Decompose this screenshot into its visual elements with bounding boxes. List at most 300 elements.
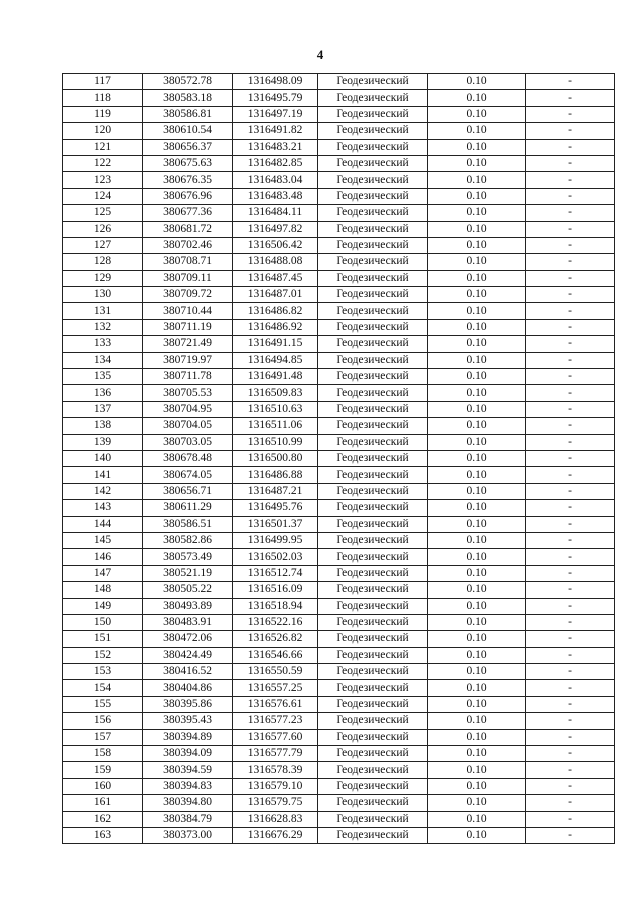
method-cell: Геодезический [318, 582, 428, 598]
point-number-cell: 161 [63, 795, 143, 811]
y-coordinate-cell: 1316510.63 [233, 401, 318, 417]
y-coordinate-cell: 1316494.85 [233, 352, 318, 368]
table-row [63, 762, 615, 778]
accuracy-cell: 0.10 [428, 74, 526, 90]
note-cell: - [526, 188, 615, 204]
method-cell: Геодезический [318, 762, 428, 778]
method-cell: Геодезический [318, 254, 428, 270]
y-coordinate-cell: 1316482.85 [233, 155, 318, 171]
y-coordinate-cell: 1316577.23 [233, 713, 318, 729]
method-cell: Геодезический [318, 680, 428, 696]
x-coordinate-cell: 380572.78 [143, 74, 233, 90]
table-row [63, 221, 615, 237]
x-coordinate-cell: 380708.71 [143, 254, 233, 270]
table-row [63, 582, 615, 598]
method-cell: Геодезический [318, 221, 428, 237]
point-number-cell: 149 [63, 598, 143, 614]
table-row [63, 631, 615, 647]
x-coordinate-cell: 380705.53 [143, 385, 233, 401]
accuracy-cell: 0.10 [428, 500, 526, 516]
method-cell: Геодезический [318, 237, 428, 253]
note-cell: - [526, 795, 615, 811]
accuracy-cell: 0.10 [428, 746, 526, 762]
accuracy-cell: 0.10 [428, 90, 526, 106]
y-coordinate-cell: 1316516.09 [233, 582, 318, 598]
note-cell: - [526, 385, 615, 401]
method-cell: Геодезический [318, 188, 428, 204]
y-coordinate-cell: 1316510.99 [233, 434, 318, 450]
x-coordinate-cell: 380656.37 [143, 139, 233, 155]
point-number-cell: 144 [63, 516, 143, 532]
method-cell: Геодезический [318, 336, 428, 352]
table-row [63, 729, 615, 745]
method-cell: Геодезический [318, 139, 428, 155]
y-coordinate-cell: 1316511.06 [233, 418, 318, 434]
note-cell: - [526, 369, 615, 385]
table-row [63, 418, 615, 434]
note-cell: - [526, 90, 615, 106]
table-row [63, 500, 615, 516]
table-row [63, 123, 615, 139]
y-coordinate-cell: 1316512.74 [233, 565, 318, 581]
table-row [63, 74, 615, 90]
x-coordinate-cell: 380719.97 [143, 352, 233, 368]
y-coordinate-cell: 1316502.03 [233, 549, 318, 565]
x-coordinate-cell: 380610.54 [143, 123, 233, 139]
accuracy-cell: 0.10 [428, 762, 526, 778]
table-row [63, 450, 615, 466]
method-cell: Геодезический [318, 270, 428, 286]
accuracy-cell: 0.10 [428, 418, 526, 434]
table-row [63, 385, 615, 401]
x-coordinate-cell: 380656.71 [143, 483, 233, 499]
y-coordinate-cell: 1316501.37 [233, 516, 318, 532]
note-cell: - [526, 582, 615, 598]
accuracy-cell: 0.10 [428, 172, 526, 188]
method-cell: Геодезический [318, 598, 428, 614]
x-coordinate-cell: 380483.91 [143, 614, 233, 630]
y-coordinate-cell: 1316495.79 [233, 90, 318, 106]
note-cell: - [526, 680, 615, 696]
accuracy-cell: 0.10 [428, 713, 526, 729]
table-row [63, 614, 615, 630]
accuracy-cell: 0.10 [428, 205, 526, 221]
table-row [63, 352, 615, 368]
point-number-cell: 155 [63, 696, 143, 712]
x-coordinate-cell: 380384.79 [143, 811, 233, 827]
table-row [63, 647, 615, 663]
x-coordinate-cell: 380676.96 [143, 188, 233, 204]
y-coordinate-cell: 1316506.42 [233, 237, 318, 253]
point-number-cell: 140 [63, 450, 143, 466]
method-cell: Геодезический [318, 106, 428, 122]
point-number-cell: 150 [63, 614, 143, 630]
x-coordinate-cell: 380394.89 [143, 729, 233, 745]
accuracy-cell: 0.10 [428, 401, 526, 417]
x-coordinate-cell: 380709.72 [143, 287, 233, 303]
point-number-cell: 153 [63, 664, 143, 680]
table-row [63, 254, 615, 270]
point-number-cell: 125 [63, 205, 143, 221]
point-number-cell: 129 [63, 270, 143, 286]
y-coordinate-cell: 1316557.25 [233, 680, 318, 696]
method-cell: Геодезический [318, 172, 428, 188]
method-cell: Геодезический [318, 811, 428, 827]
method-cell: Геодезический [318, 532, 428, 548]
method-cell: Геодезический [318, 516, 428, 532]
accuracy-cell: 0.10 [428, 450, 526, 466]
note-cell: - [526, 565, 615, 581]
table-row [63, 155, 615, 171]
table-row [63, 680, 615, 696]
accuracy-cell: 0.10 [428, 385, 526, 401]
point-number-cell: 121 [63, 139, 143, 155]
note-cell: - [526, 500, 615, 516]
table-row [63, 778, 615, 794]
accuracy-cell: 0.10 [428, 827, 526, 843]
method-cell: Геодезический [318, 418, 428, 434]
method-cell: Геодезический [318, 467, 428, 483]
accuracy-cell: 0.10 [428, 614, 526, 630]
accuracy-cell: 0.10 [428, 369, 526, 385]
point-number-cell: 142 [63, 483, 143, 499]
method-cell: Геодезический [318, 123, 428, 139]
accuracy-cell: 0.10 [428, 696, 526, 712]
x-coordinate-cell: 380395.86 [143, 696, 233, 712]
note-cell: - [526, 811, 615, 827]
x-coordinate-cell: 380472.06 [143, 631, 233, 647]
table-row [63, 467, 615, 483]
accuracy-cell: 0.10 [428, 155, 526, 171]
method-cell: Геодезический [318, 434, 428, 450]
point-number-cell: 138 [63, 418, 143, 434]
method-cell: Геодезический [318, 369, 428, 385]
method-cell: Геодезический [318, 778, 428, 794]
accuracy-cell: 0.10 [428, 270, 526, 286]
note-cell: - [526, 467, 615, 483]
method-cell: Геодезический [318, 827, 428, 843]
point-number-cell: 131 [63, 303, 143, 319]
y-coordinate-cell: 1316487.21 [233, 483, 318, 499]
y-coordinate-cell: 1316509.83 [233, 385, 318, 401]
point-number-cell: 133 [63, 336, 143, 352]
note-cell: - [526, 483, 615, 499]
accuracy-cell: 0.10 [428, 237, 526, 253]
accuracy-cell: 0.10 [428, 319, 526, 335]
note-cell: - [526, 614, 615, 630]
note-cell: - [526, 139, 615, 155]
point-number-cell: 127 [63, 237, 143, 253]
accuracy-cell: 0.10 [428, 139, 526, 155]
y-coordinate-cell: 1316577.79 [233, 746, 318, 762]
method-cell: Геодезический [318, 795, 428, 811]
y-coordinate-cell: 1316486.82 [233, 303, 318, 319]
note-cell: - [526, 237, 615, 253]
x-coordinate-cell: 380711.19 [143, 319, 233, 335]
method-cell: Геодезический [318, 483, 428, 499]
accuracy-cell: 0.10 [428, 434, 526, 450]
note-cell: - [526, 172, 615, 188]
x-coordinate-cell: 380721.49 [143, 336, 233, 352]
point-number-cell: 123 [63, 172, 143, 188]
note-cell: - [526, 270, 615, 286]
x-coordinate-cell: 380493.89 [143, 598, 233, 614]
point-number-cell: 160 [63, 778, 143, 794]
accuracy-cell: 0.10 [428, 795, 526, 811]
accuracy-cell: 0.10 [428, 303, 526, 319]
x-coordinate-cell: 380709.11 [143, 270, 233, 286]
table-row [63, 205, 615, 221]
accuracy-cell: 0.10 [428, 549, 526, 565]
accuracy-cell: 0.10 [428, 631, 526, 647]
table-row [63, 287, 615, 303]
accuracy-cell: 0.10 [428, 254, 526, 270]
y-coordinate-cell: 1316483.48 [233, 188, 318, 204]
method-cell: Геодезический [318, 319, 428, 335]
note-cell: - [526, 434, 615, 450]
note-cell: - [526, 827, 615, 843]
coordinates-table-body [63, 74, 615, 844]
accuracy-cell: 0.10 [428, 598, 526, 614]
method-cell: Геодезический [318, 696, 428, 712]
y-coordinate-cell: 1316491.48 [233, 369, 318, 385]
table-row [63, 434, 615, 450]
y-coordinate-cell: 1316497.19 [233, 106, 318, 122]
point-number-cell: 135 [63, 369, 143, 385]
note-cell: - [526, 450, 615, 466]
y-coordinate-cell: 1316497.82 [233, 221, 318, 237]
note-cell: - [526, 647, 615, 663]
y-coordinate-cell: 1316491.15 [233, 336, 318, 352]
note-cell: - [526, 696, 615, 712]
x-coordinate-cell: 380582.86 [143, 532, 233, 548]
note-cell: - [526, 74, 615, 90]
method-cell: Геодезический [318, 401, 428, 417]
y-coordinate-cell: 1316483.21 [233, 139, 318, 155]
note-cell: - [526, 549, 615, 565]
accuracy-cell: 0.10 [428, 352, 526, 368]
y-coordinate-cell: 1316579.75 [233, 795, 318, 811]
y-coordinate-cell: 1316488.08 [233, 254, 318, 270]
note-cell: - [526, 532, 615, 548]
accuracy-cell: 0.10 [428, 516, 526, 532]
y-coordinate-cell: 1316550.59 [233, 664, 318, 680]
point-number-cell: 134 [63, 352, 143, 368]
x-coordinate-cell: 380702.46 [143, 237, 233, 253]
table-row [63, 746, 615, 762]
method-cell: Геодезический [318, 713, 428, 729]
point-number-cell: 157 [63, 729, 143, 745]
point-number-cell: 163 [63, 827, 143, 843]
method-cell: Геодезический [318, 74, 428, 90]
point-number-cell: 136 [63, 385, 143, 401]
accuracy-cell: 0.10 [428, 729, 526, 745]
note-cell: - [526, 729, 615, 745]
note-cell: - [526, 418, 615, 434]
accuracy-cell: 0.10 [428, 811, 526, 827]
y-coordinate-cell: 1316483.04 [233, 172, 318, 188]
point-number-cell: 141 [63, 467, 143, 483]
method-cell: Геодезический [318, 287, 428, 303]
point-number-cell: 119 [63, 106, 143, 122]
y-coordinate-cell: 1316546.66 [233, 647, 318, 663]
note-cell: - [526, 401, 615, 417]
point-number-cell: 124 [63, 188, 143, 204]
point-number-cell: 152 [63, 647, 143, 663]
method-cell: Геодезический [318, 352, 428, 368]
table-row [63, 188, 615, 204]
y-coordinate-cell: 1316518.94 [233, 598, 318, 614]
point-number-cell: 139 [63, 434, 143, 450]
point-number-cell: 130 [63, 287, 143, 303]
accuracy-cell: 0.10 [428, 664, 526, 680]
accuracy-cell: 0.10 [428, 680, 526, 696]
table-row [63, 827, 615, 843]
x-coordinate-cell: 380675.63 [143, 155, 233, 171]
method-cell: Геодезический [318, 614, 428, 630]
method-cell: Геодезический [318, 664, 428, 680]
point-number-cell: 128 [63, 254, 143, 270]
x-coordinate-cell: 380674.05 [143, 467, 233, 483]
y-coordinate-cell: 1316486.88 [233, 467, 318, 483]
table-row [63, 90, 615, 106]
table-row [63, 549, 615, 565]
accuracy-cell: 0.10 [428, 532, 526, 548]
method-cell: Геодезический [318, 729, 428, 745]
x-coordinate-cell: 380704.05 [143, 418, 233, 434]
y-coordinate-cell: 1316676.29 [233, 827, 318, 843]
x-coordinate-cell: 380505.22 [143, 582, 233, 598]
method-cell: Геодезический [318, 450, 428, 466]
accuracy-cell: 0.10 [428, 467, 526, 483]
accuracy-cell: 0.10 [428, 106, 526, 122]
method-cell: Геодезический [318, 155, 428, 171]
y-coordinate-cell: 1316579.10 [233, 778, 318, 794]
method-cell: Геодезический [318, 205, 428, 221]
x-coordinate-cell: 380394.83 [143, 778, 233, 794]
x-coordinate-cell: 380395.43 [143, 713, 233, 729]
point-number-cell: 158 [63, 746, 143, 762]
table-row [63, 303, 615, 319]
x-coordinate-cell: 380676.35 [143, 172, 233, 188]
x-coordinate-cell: 380703.05 [143, 434, 233, 450]
point-number-cell: 148 [63, 582, 143, 598]
method-cell: Геодезический [318, 647, 428, 663]
accuracy-cell: 0.10 [428, 221, 526, 237]
accuracy-cell: 0.10 [428, 287, 526, 303]
note-cell: - [526, 106, 615, 122]
y-coordinate-cell: 1316522.16 [233, 614, 318, 630]
note-cell: - [526, 287, 615, 303]
table-row [63, 270, 615, 286]
y-coordinate-cell: 1316484.11 [233, 205, 318, 221]
x-coordinate-cell: 380521.19 [143, 565, 233, 581]
method-cell: Геодезический [318, 90, 428, 106]
method-cell: Геодезический [318, 303, 428, 319]
point-number-cell: 156 [63, 713, 143, 729]
point-number-cell: 143 [63, 500, 143, 516]
point-number-cell: 137 [63, 401, 143, 417]
accuracy-cell: 0.10 [428, 336, 526, 352]
table-row [63, 811, 615, 827]
point-number-cell: 146 [63, 549, 143, 565]
table-row [63, 106, 615, 122]
table-row [63, 139, 615, 155]
note-cell: - [526, 598, 615, 614]
table-row [63, 483, 615, 499]
x-coordinate-cell: 380677.36 [143, 205, 233, 221]
x-coordinate-cell: 380394.59 [143, 762, 233, 778]
y-coordinate-cell: 1316526.82 [233, 631, 318, 647]
point-number-cell: 151 [63, 631, 143, 647]
x-coordinate-cell: 380573.49 [143, 549, 233, 565]
point-number-cell: 147 [63, 565, 143, 581]
table-row [63, 532, 615, 548]
accuracy-cell: 0.10 [428, 778, 526, 794]
note-cell: - [526, 352, 615, 368]
table-row [63, 696, 615, 712]
table-row [63, 336, 615, 352]
x-coordinate-cell: 380681.72 [143, 221, 233, 237]
x-coordinate-cell: 380583.18 [143, 90, 233, 106]
x-coordinate-cell: 380611.29 [143, 500, 233, 516]
accuracy-cell: 0.10 [428, 483, 526, 499]
note-cell: - [526, 123, 615, 139]
page-number: 4 [316, 47, 324, 62]
accuracy-cell: 0.10 [428, 582, 526, 598]
note-cell: - [526, 221, 615, 237]
x-coordinate-cell: 380586.81 [143, 106, 233, 122]
x-coordinate-cell: 380678.48 [143, 450, 233, 466]
table-row [63, 172, 615, 188]
accuracy-cell: 0.10 [428, 647, 526, 663]
note-cell: - [526, 778, 615, 794]
x-coordinate-cell: 380394.80 [143, 795, 233, 811]
y-coordinate-cell: 1316500.80 [233, 450, 318, 466]
method-cell: Геодезический [318, 500, 428, 516]
y-coordinate-cell: 1316491.82 [233, 123, 318, 139]
table-row [63, 565, 615, 581]
x-coordinate-cell: 380416.52 [143, 664, 233, 680]
x-coordinate-cell: 380404.86 [143, 680, 233, 696]
method-cell: Геодезический [318, 631, 428, 647]
note-cell: - [526, 303, 615, 319]
method-cell: Геодезический [318, 549, 428, 565]
x-coordinate-cell: 380373.00 [143, 827, 233, 843]
note-cell: - [526, 713, 615, 729]
y-coordinate-cell: 1316576.61 [233, 696, 318, 712]
x-coordinate-cell: 380424.49 [143, 647, 233, 663]
table-row [63, 401, 615, 417]
y-coordinate-cell: 1316498.09 [233, 74, 318, 90]
y-coordinate-cell: 1316487.45 [233, 270, 318, 286]
point-number-cell: 126 [63, 221, 143, 237]
y-coordinate-cell: 1316577.60 [233, 729, 318, 745]
x-coordinate-cell: 380711.78 [143, 369, 233, 385]
point-number-cell: 145 [63, 532, 143, 548]
point-number-cell: 159 [63, 762, 143, 778]
table-row [63, 319, 615, 335]
method-cell: Геодезический [318, 385, 428, 401]
y-coordinate-cell: 1316487.01 [233, 287, 318, 303]
x-coordinate-cell: 380710.44 [143, 303, 233, 319]
accuracy-cell: 0.10 [428, 123, 526, 139]
table-row [63, 795, 615, 811]
x-coordinate-cell: 380704.95 [143, 401, 233, 417]
note-cell: - [526, 319, 615, 335]
point-number-cell: 162 [63, 811, 143, 827]
y-coordinate-cell: 1316499.95 [233, 532, 318, 548]
